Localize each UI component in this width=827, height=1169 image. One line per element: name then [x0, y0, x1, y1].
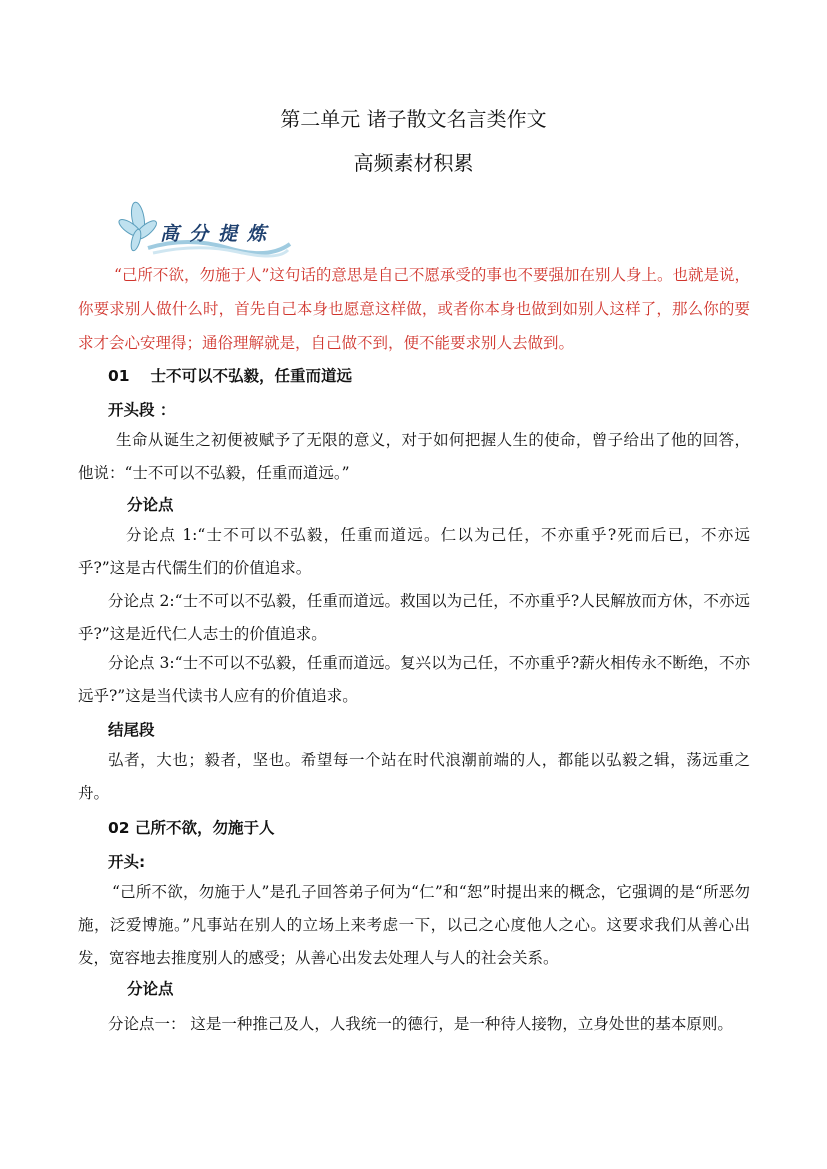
s2-point-1: 分论点一： 这是一种推己及人，人我统一的德行，是一种待人接物，立身处世的基本原则。 [108, 1015, 733, 1033]
s1-point-1: 分论点 1:“士不可以不弘毅，任重而道远。仁以为己任，不亦重乎?死而后已，不亦远乎?”这是古代儒生们的价值追求。 [78, 526, 750, 577]
s1-ending-paragraph: 弘者，大也；毅者，坚也。希望每一个站在时代浪潮前端的人，都能以弘毅之辑，荡远重之舟。 [78, 751, 750, 802]
intro-paragraph: “己所不欲，勿施于人”这句话的意思是自己不愿承受的事也不要强加在别人身上。也就是说，你要求别人做什么时，首先自己本身也愿意这样做，或者你本身也做到如别人这样了，那么你的要求才会心安理得；通俗理解就是，自己做不到，便不能要求别人去做到。 [78, 266, 750, 352]
s1-opening-label: 开头段 ： [108, 401, 176, 419]
s2-opening-paragraph: “己所不欲，勿施于人”是孔子回答弟子何为“仁”和“恕”时提出来的概念，它强调的是“所恶勿施，泛爱博施。”凡事站在别人的立场上来考虑一下，以己之心度他人之心。这要求我们从善心出发，宽容地去推度别人的感受；从善心出发去处理人与人的社会关系。 [78, 883, 750, 967]
section2-heading: 02 己所不欲，勿施于人 [108, 819, 275, 837]
logo-text: 高分提炼 [160, 223, 277, 245]
s2-opening-label: 开头: [108, 853, 146, 871]
document-subtitle: 高频素材积累 [353, 151, 474, 175]
s1-points-label: 分论点 [127, 496, 174, 514]
s2-points-label: 分论点 [127, 980, 174, 998]
s1-ending-label: 结尾段 [108, 721, 155, 739]
s1-opening-paragraph: 生命从诞生之初便被赋予了无限的意义，对于如何把握人生的使命，曾子给出了他的回答，他说：“士不可以不弘毅，任重而道远。” [78, 431, 750, 482]
s1-point-3: 分论点 3:“士不可以不弘毅，任重而道远。复兴以为己任，不亦重乎?薪火相传永不断绝，不亦远乎?”这是当代读书人应有的价值追求。 [78, 654, 750, 705]
section1-heading: 01 士不可以不弘毅，任重而道远 [108, 367, 352, 385]
flower-icon [118, 198, 293, 258]
document-title: 第二单元 诸子散文名言类作文 [280, 107, 547, 131]
s1-point-2: 分论点 2:“士不可以不弘毅，任重而道远。救国以为己任，不亦重乎?人民解放而方休，不亦远乎?”这是近代仁人志士的价值追求。 [78, 592, 750, 643]
section-logo [118, 198, 293, 258]
